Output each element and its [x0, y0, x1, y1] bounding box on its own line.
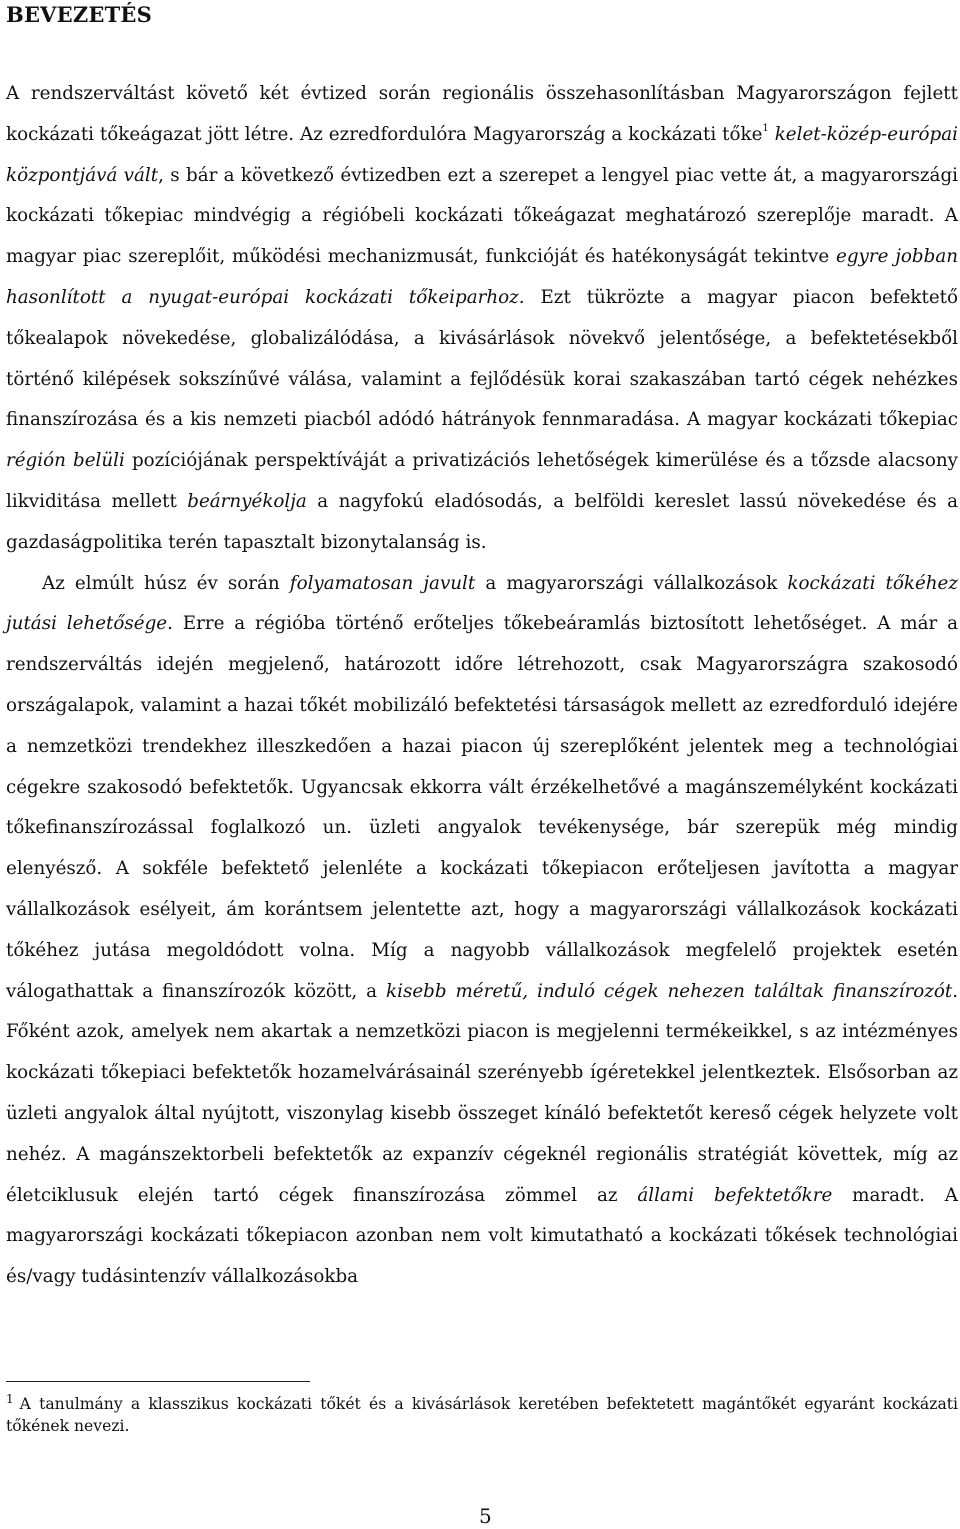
footnote-mark: 1 [6, 1391, 14, 1406]
text-run: Ezt tükrözte a magyar piacon befektető tőkealapok növekedése, globalizálódása, a kivásárlások növekvő jelentősége, a befektetésekből történő kilépések sokszínűvé válása, valamint a fejlődésük korai szakaszában tartó cégek nehézkes finanszírozása és a kis nemzeti piacból adódó hátrányok fennmaradása. A magyar kockázati tőkepiac [6, 286, 959, 431]
body-text [6, 74, 958, 1298]
emphasis-text: folyamatosan javult [289, 572, 476, 594]
text-run: a magyarországi vállalkozások [475, 572, 788, 594]
text-run: . Főként azok, amelyek nem akartak a nemzetközi piacon is megjelenni termékeikkel, s az intézményes kockázati tőkepiaci befektetők hozamelvárásainál szerényebb ígéretekkel jelentkeztek. Elsősorban az üzleti angyalok által nyújtott, viszonylag kisebb összeget kínáló befektetőt kereső cégek helyzete volt nehéz. A magánszektorbeli befektetők az expanzív cégeknél regionális stratégiát követtek, míg az életciklusuk elején tartó cégek finanszírozása zömmel az [6, 980, 958, 1206]
text-run: pozíciójának perspektíváját a privatizációs lehetőségek kimerülése és a tőzsde alacsony likviditása mellett [6, 450, 958, 512]
emphasis-text: egyre jobban hasonlított a nyugat-európai kockázati tőkeiparhoz. [6, 246, 958, 308]
footnote-reference: 1 [762, 122, 769, 134]
text-run: a nagyfokú eladósodás, a belföldi kereslet lassú növekedése és a gazdaságpolitika terén tapasztalt bizonytalanság is. [6, 490, 958, 553]
emphasis-text: állami befektetőkre [637, 1184, 833, 1206]
emphasis-text: régión belüli [6, 450, 125, 472]
footnote-separator [6, 1381, 310, 1382]
text-run: maradt. A magyarországi kockázati tőkepiacon azonban nem volt kimutatható a kockázati tőkések technológiai és/vagy tudásintenzív vállalkozásokba [6, 1184, 958, 1288]
emphasis-text: kelet-közép-európai központjává vált [6, 123, 959, 186]
emphasis-text: beárnyékolja [187, 490, 307, 512]
footnote [6, 1393, 958, 1437]
text-run: , s bár a következő évtizedben ezt a szerepet a lengyel piac vette át, a magyarországi kockázati tőkepiac mindvégig a régióbeli kockázati tőkeágazat meghatározó szereplője maradt. A magyar piac szereplőit, működési mechanizmusát, funkcióját és hatékonyságát tekintve [6, 164, 958, 268]
text-run: A rendszerváltást követő két évtized során regionális összehasonlításban Magyarországon fejlett kockázati tőkeágazat jött létre. Az ezredfordulóra Magyarország a kockázati tőke [6, 83, 958, 145]
section-heading: BEVEZETÉS [6, 2, 152, 27]
paragraph-1 [6, 74, 958, 564]
page-number: 5 [479, 1504, 492, 1528]
text-run: . Erre a régióba történő erőteljes tőkebeáramlás biztosított lehetőséget. A már a rendszerváltás idején megjelenő, határozott időre létrehozott, csak Magyarországra szakosodó országalapok, valamint a hazai tőkét mobilizáló befektetési társaságok mellett az ezredforduló idejére a nemzetközi trendekhez illeszkedően a hazai piacon új szereplőként jelentek meg a technológiai cégekre szakosodó befektetők. Ugyancsak ekkorra vált érzékelhetővé a magánszemélyként kockázati tőkefinanszírozással foglalkozó un. üzleti angyalok tevékenysége, bár szerepük még mindig elenyésző. A sokféle befektető jelenléte a kockázati tőkepiacon erőteljesen javította a magyar vállalkozások esélyeit, ám korántsem jelentette azt, hogy a magyarországi vállalkozások kockázati tőkéhez jutása megoldódott volna. Míg a nagyobb vállalkozások megfelelő projektek esetén válogathattak a finanszírozók között, a [6, 613, 958, 1002]
footnote-text: A tanulmány a klasszikus kockázati tőkét és a kivásárlások keretében befektetett magántőkét egyaránt kockázati tőkének nevezi. [6, 1395, 958, 1435]
emphasis-text: kockázati tőkéhez jutási lehetősége [6, 572, 958, 635]
emphasis-text: kisebb méretű, induló cégek nehezen találtak finanszírozót [386, 980, 953, 1002]
text-run: Az elmúlt húsz év során [42, 572, 290, 594]
paragraph-2 [6, 564, 958, 1298]
